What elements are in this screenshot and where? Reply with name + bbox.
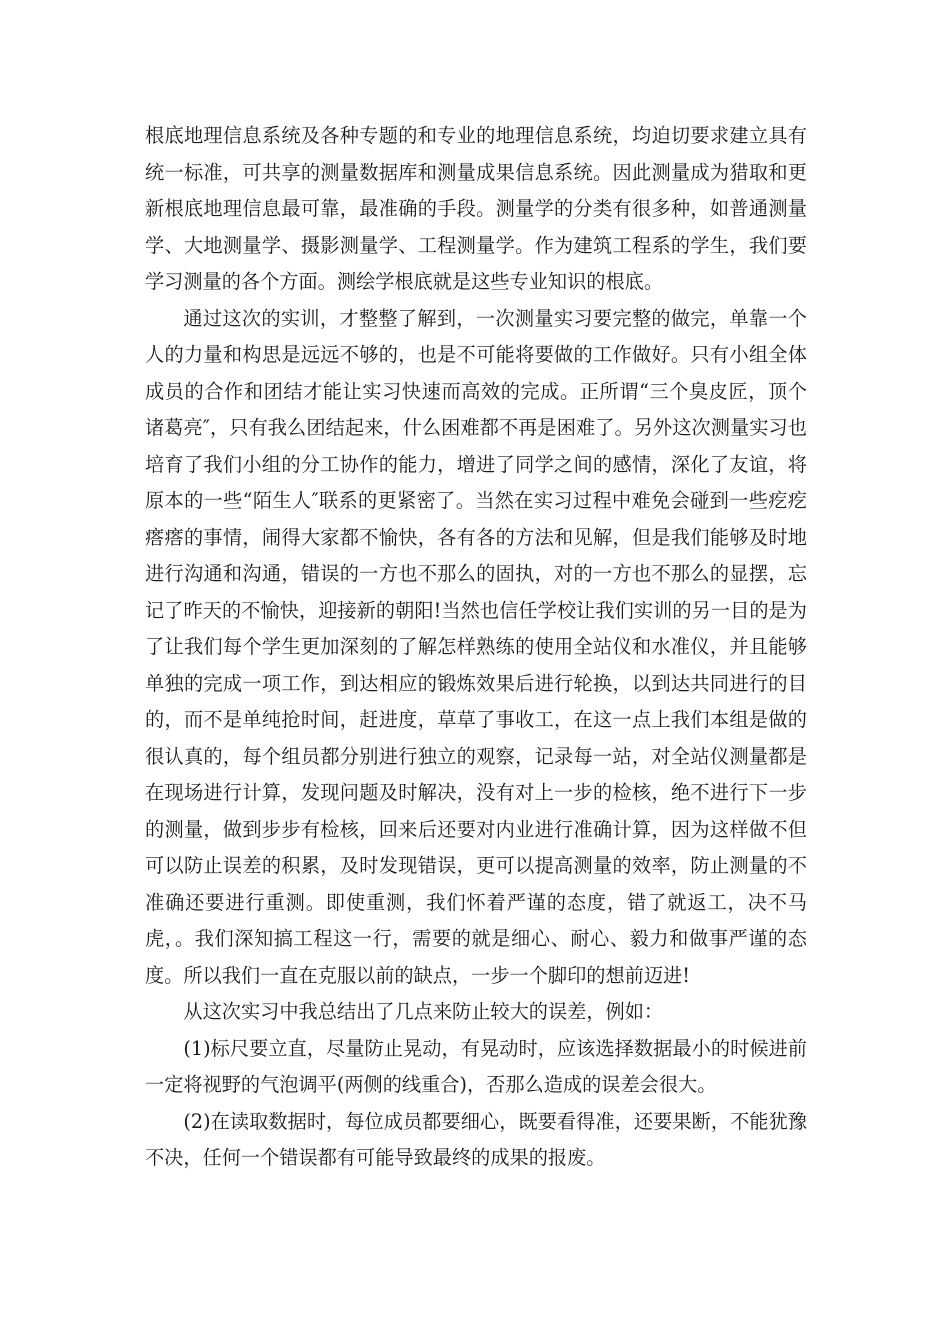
paragraph-point-1: (1)标尺要立直，尽量防止晃动，有晃动时，应该选择数据最小的时候进前一定将视野的气泡调平(两侧的线重合)，否那么造成的误差会很大。 — [145, 1036, 807, 1096]
paragraph-error-summary-intro: 从这次实习中我总结出了几点来防止较大的误差，例如： — [183, 1000, 664, 1023]
paragraph-point-2: (2)在读取数据时，每位成员都要细心，既要看得准，还要果断，不能犹豫不决，任何一个错误都有可能导致最终的成果的报废。 — [145, 1109, 807, 1169]
document-body — [145, 118, 807, 1177]
paragraph-training-reflection: 通过这次的实训，才整整了解到，一次测量实习要完整的做完，单靠一个人的力量和构思是远远不够的，也是不可能将要做的工作做好。只有小组全体成员的合作和团结才能让实习快速而高效的完成。正所谓“三个臭皮匠，顶个诸葛亮″，只有我么团结起来，什么困难都不再是困难了。另外这次测量实习也培育了我们小组的分工协作的能力，增进了同学之间的感情，深化了友谊，将原本的一些“陌生人″联系的更紧密了。当然在实习过程中难免会碰到一些疙疙瘩瘩的事情，闹得大家都不愉快，各有各的方法和见解，但是我们能够及时地进行沟通和沟通，错误的一方也不那么的固执，对的一方也不那么的显摆，忘记了昨天的不愉快，迎接新的朝阳!当然也信任学校让我们实训的另一目的是为了让我们每个学生更加深刻的了解怎样熟练的使用全站仪和水准仪，并且能够单独的完成一项工作，到达相应的锻炼效果后进行轮换，以到达共同进行的目的，而不是单纯抢时间，赶进度，草草了事收工，在这一点上我们本组是做的很认真的，每个组员都分别进行独立的观察，记录每一站，对全站仪测量都是在现场进行计算，发现问题及时解决，没有对上一步的检核，绝不进行下一步的测量，做到步步有检核，回来后还要对内业进行准确计算，因为这样做不但可以防止误差的积累，及时发现错误，更可以提高测量的效率，防止测量的不准确还要进行重测。即使重测，我们怀着严谨的态度，错了就返工，决不马虎，。我们深知搞工程这一行，需要的就是细心、耐心、毅力和做事严谨的态度。所以我们一直在克服以前的缺点，一步一个脚印的想前迈进! — [145, 306, 807, 987]
paragraph-continuation: 根底地理信息系统及各种专题的和专业的地理信息系统，均迫切要求建立具有统一标准，可共享的测量数据库和测量成果信息系统。因此测量成为猎取和更新根底地理信息最可靠，最准确的手段。测量学的分类有很多种，如普通测量学、大地测量学、摄影测量学、工程测量学。作为建筑工程系的学生，我们要学习测量的各个方面。测绘学根底就是这些专业知识的根底。 — [145, 124, 807, 293]
